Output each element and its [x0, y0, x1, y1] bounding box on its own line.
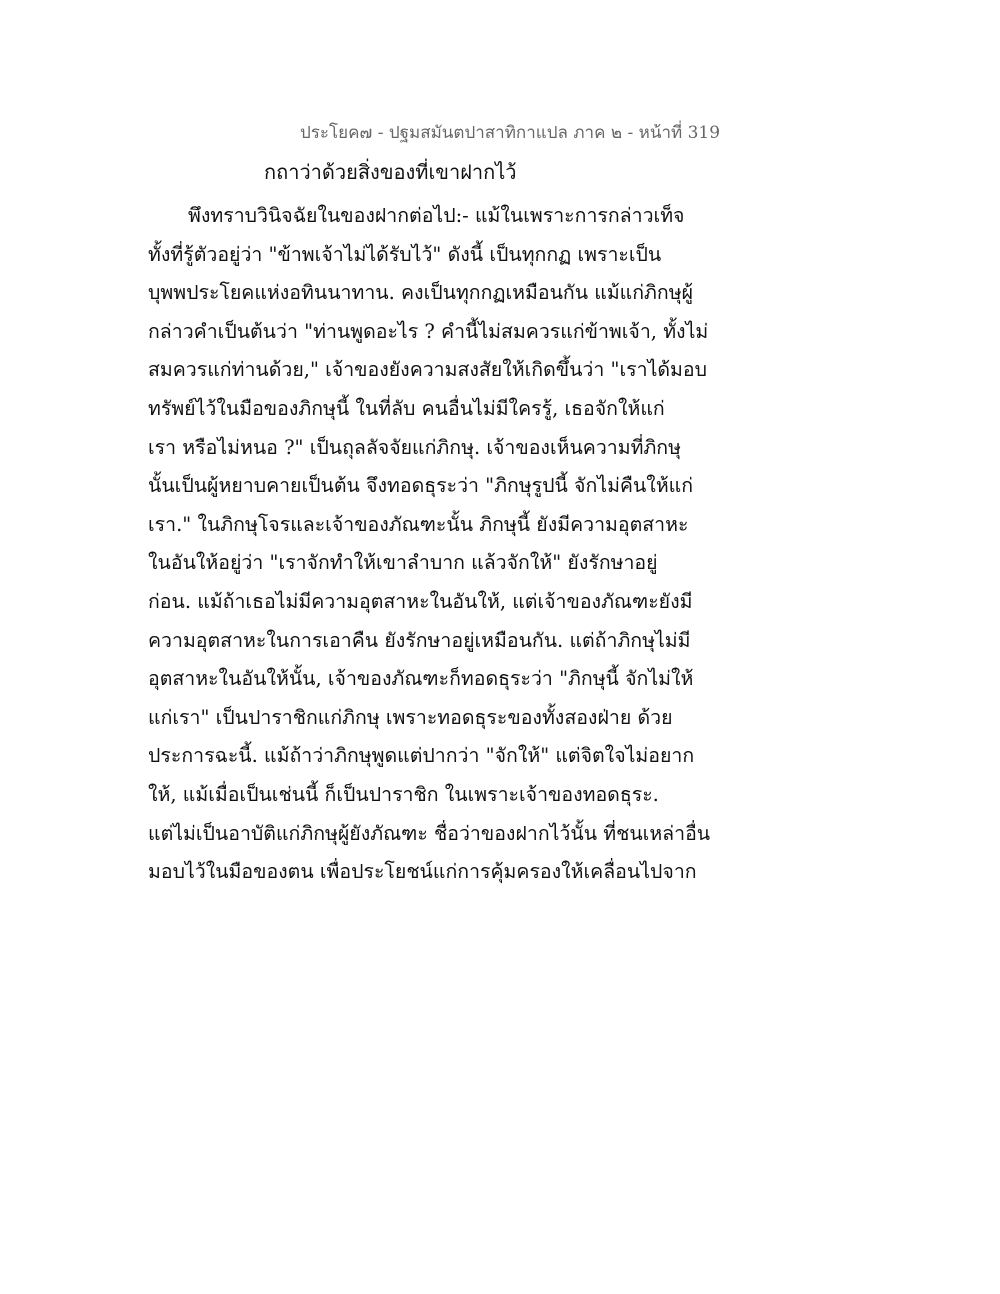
page-header: ประโยค๗ - ปฐมสมันตปาสาทิกาแปล ภาค ๒ - หน้าที่ 319 — [300, 123, 721, 143]
paragraph-line: กล่าวคำเป็นต้นว่า "ท่านพูดอะไร ? คำนี้ไม่สมควรแก่ข้าพเจ้า, ทั้งไม่ — [148, 319, 709, 343]
paragraph-line: ให้, แม้เมื่อเป็นเช่นนี้ ก็เป็นปาราชิก ในเพราะเจ้าของทอดธุระ. — [148, 782, 659, 806]
paragraph-line: ทั้งที่รู้ตัวอยู่ว่า "ข้าพเจ้าไม่ได้รับไว้" ดังนี้ เป็นทุกกฏ เพราะเป็น — [148, 242, 662, 266]
paragraph-line: มอบไว้ในมือของตน เพื่อประโยชน์แก่การคุ้มครองให้เคลื่อนไปจาก — [148, 860, 697, 884]
paragraph-line: เรา หรือไม่หนอ ?" เป็นถุลลัจจัยแก่ภิกษุ. เจ้าของเห็นความที่ภิกษุ — [148, 435, 681, 459]
paragraph-line: สมควรแก่ท่านด้วย," เจ้าของยังความสงสัยให้เกิดขึ้นว่า "เราได้มอบ — [148, 358, 707, 382]
paragraph-line: ในอันให้อยู่ว่า "เราจักทำให้เขาลำบาก แล้วจักให้" ยังรักษาอยู่ — [148, 551, 658, 575]
paragraph-line: แต่ไม่เป็นอาบัติแก่ภิกษุผู้ยังภัณฑะ ชื่อว่าของฝากไว้นั้น ที่ชนเหล่าอื่น — [148, 821, 711, 845]
body-text — [148, 200, 711, 895]
paragraph-line: ความอุตสาหะในการเอาคืน ยังรักษาอยู่เหมือนกัน. แต่ถ้าภิกษุไม่มี — [148, 628, 691, 652]
paragraph-line: แก่เรา" เป็นปาราชิกแก่ภิกษุ เพราะทอดธุระของทั้งสองฝ่าย ด้วย — [148, 705, 673, 729]
paragraph-line: บุพพประโยคแห่งอทินนาทาน. คงเป็นทุกกฏเหมือนกัน แม้แก่ภิกษุผู้ — [148, 281, 693, 305]
paragraph-line: พึงทราบวินิจฉัยในของฝากต่อไป:- แม้ในเพราะการกล่าวเท็จ — [188, 204, 685, 227]
paragraph-line: นั้นเป็นผู้หยาบคายเป็นต้น จึงทอดธุระว่า "ภิกษุรูปนี้ จักไม่คืนให้แก่ — [148, 474, 694, 498]
section-heading: กถาว่าด้วยสิ่งของที่เขาฝากไว้ — [264, 160, 517, 184]
paragraph-line: ก่อน. แม้ถ้าเธอไม่มีความอุตสาหะในอันให้, แต่เจ้าของภัณฑะยังมี — [148, 589, 693, 613]
paragraph-line: ทรัพย์ไว้ในมือของภิกษุนี้ ในที่ลับ คนอื่นไม่มีใครรู้, เธอจักให้แก่ — [148, 396, 665, 420]
paragraph-line: เรา." ในภิกษุโจรและเจ้าของภัณฑะนั้น ภิกษุนี้ ยังมีความอุตสาหะ — [148, 512, 689, 536]
paragraph-line: ประการฉะนี้. แม้ถ้าว่าภิกษุพูดแต่ปากว่า "จักให้" แต่จิตใจไม่อยาก — [148, 744, 695, 768]
paragraph-line: อุตสาหะในอันให้นั้น, เจ้าของภัณฑะก็ทอดธุระว่า "ภิกษุนี้ จักไม่ให้ — [148, 667, 694, 691]
